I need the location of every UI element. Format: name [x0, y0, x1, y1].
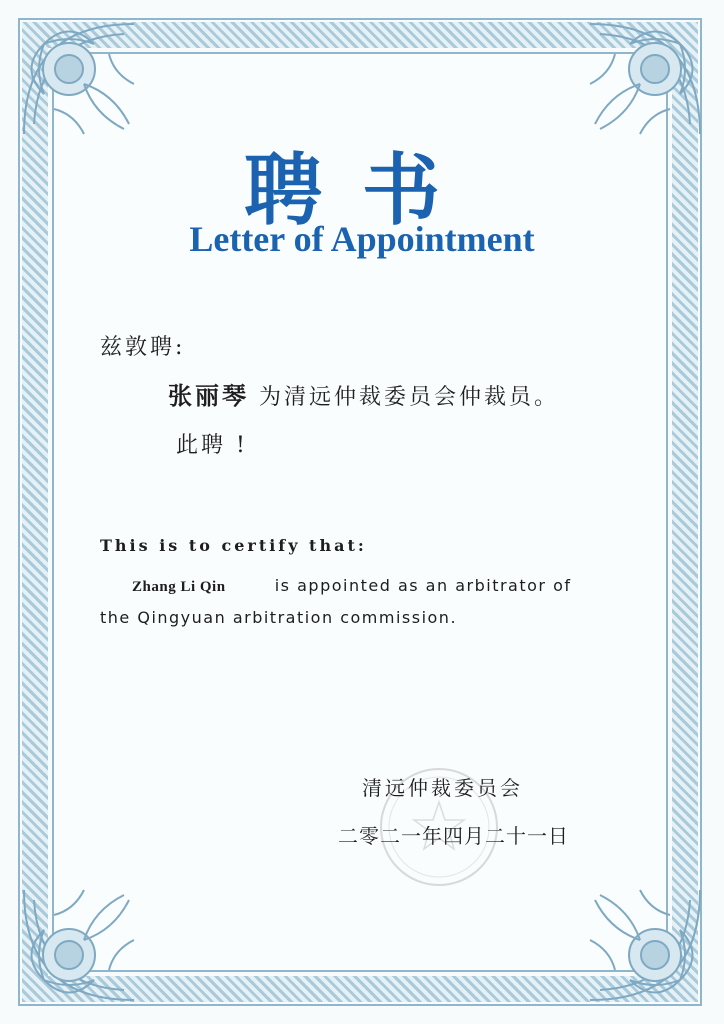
appointment-text-chinese: 为清远仲裁委员会仲裁员。 [259, 385, 560, 410]
appointment-line-english [132, 576, 572, 596]
appointee-name-chinese: 张丽琴 [168, 381, 249, 410]
appointment-text-english-2: the Qingyuan arbitration commission. [100, 608, 458, 627]
floral-corner-ornament-icon [14, 14, 144, 144]
closing-chinese: 此聘 ! [176, 433, 248, 458]
floral-corner-ornament-icon [580, 14, 710, 144]
appointee-name-english: Zhang Li Qin [132, 579, 226, 595]
date-chinese: 二零二一年四月二十一日 [338, 824, 569, 848]
floral-corner-ornament-icon [580, 880, 710, 1010]
title-chinese: 聘书 [243, 145, 480, 236]
issuer-chinese: 清远仲裁委员会 [362, 776, 523, 800]
title-english: Letter of Appointment [189, 219, 535, 259]
appointment-line-chinese [168, 376, 559, 411]
greeting-chinese: 兹敦聘: [100, 335, 186, 360]
floral-corner-ornament-icon [14, 880, 144, 1010]
appointment-text-english-1: is appointed as an arbitrator of [274, 576, 572, 595]
certify-heading-english: This is to certify that: [100, 536, 367, 555]
